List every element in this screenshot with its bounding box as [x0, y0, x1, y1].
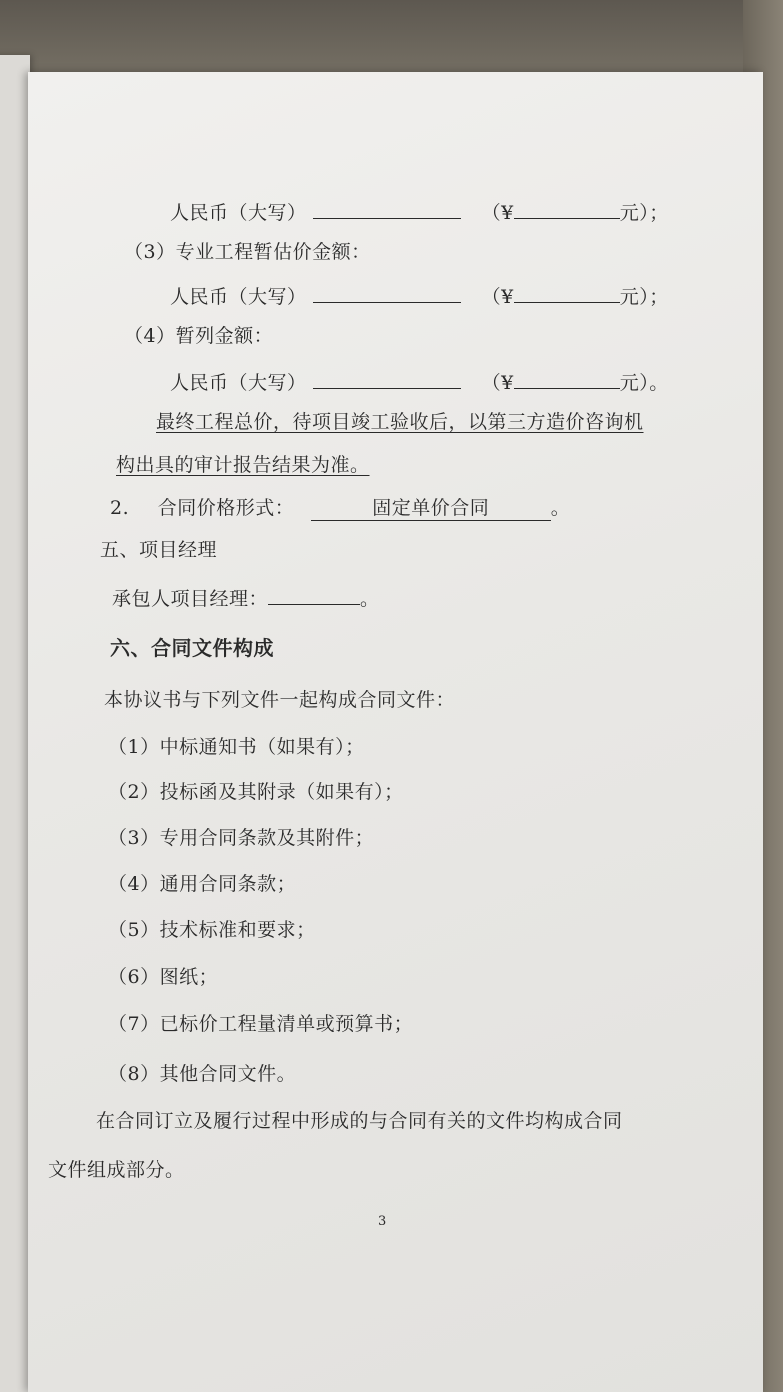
amount-row-1: [170, 198, 669, 225]
document-page: [28, 72, 763, 1392]
project-manager-label: 承包人项目经理：: [112, 588, 269, 610]
list-item: （5）技术标准和要求；: [108, 919, 316, 941]
amount-words-blank: [313, 368, 461, 389]
list-item: （7）已标价工程量清单或预算书；: [108, 1013, 414, 1035]
list-item: （2）投标函及其附录（如果有）；: [108, 781, 404, 803]
amount-words-blank: [313, 198, 461, 219]
price-form-value: 固定单价合同: [311, 496, 551, 521]
yuan-close: 元）。: [619, 372, 669, 394]
amount-label: 人民币（大写）: [170, 202, 307, 224]
project-manager-row: [112, 584, 380, 611]
amount-row-2: [170, 282, 669, 309]
amount-figure-blank: [514, 368, 620, 389]
project-manager-end: 。: [360, 588, 380, 610]
yuan-close: 元）；: [619, 286, 669, 308]
amount-label: 人民币（大写）: [170, 372, 307, 394]
item-4-label: （4）暂列金额：: [124, 325, 274, 347]
amount-row-3: [170, 368, 669, 395]
yuan-close: 元）；: [619, 202, 669, 224]
yen-open: （¥: [481, 372, 514, 394]
amount-words-blank: [313, 282, 461, 303]
closing-line-2: 文件组成部分。: [48, 1159, 185, 1181]
list-item: （3）专用合同条款及其附件；: [108, 827, 375, 849]
list-item: （8）其他合同文件。: [108, 1063, 297, 1085]
yen-open: （¥: [481, 202, 514, 224]
price-form-label: 合同价格形式：: [157, 497, 295, 519]
list-item: （1）中标通知书（如果有）；: [108, 736, 365, 758]
final-price-note-line-2: 构出具的审计报告结果为准。: [116, 454, 370, 476]
underlying-page: [0, 55, 30, 1392]
amount-figure-blank: [514, 198, 620, 219]
page-number: 3: [378, 1214, 387, 1229]
amount-label: 人民币（大写）: [170, 286, 307, 308]
amount-figure-blank: [514, 282, 620, 303]
closing-line-1: 在合同订立及履行过程中形成的与合同有关的文件均构成合同: [96, 1110, 623, 1132]
final-price-note-line-1: 最终工程总价，待项目竣工验收后，以第三方造价咨询机: [156, 411, 644, 433]
intro-text: 本协议书与下列文件一起构成合同文件：: [104, 689, 456, 711]
list-item: （6）图纸；: [108, 966, 219, 988]
price-form-number: 2.: [110, 497, 130, 519]
price-form-end: 。: [550, 497, 571, 519]
list-item: （4）通用合同条款；: [108, 873, 297, 895]
section-6-title: 六、合同文件构成: [110, 636, 274, 660]
project-manager-blank: [268, 584, 360, 605]
section-5-title: 五、项目经理: [100, 539, 218, 561]
item-3-label: （3）专业工程暂估价金额：: [124, 241, 371, 263]
yen-open: （¥: [481, 286, 514, 308]
price-form-row: [110, 496, 570, 521]
